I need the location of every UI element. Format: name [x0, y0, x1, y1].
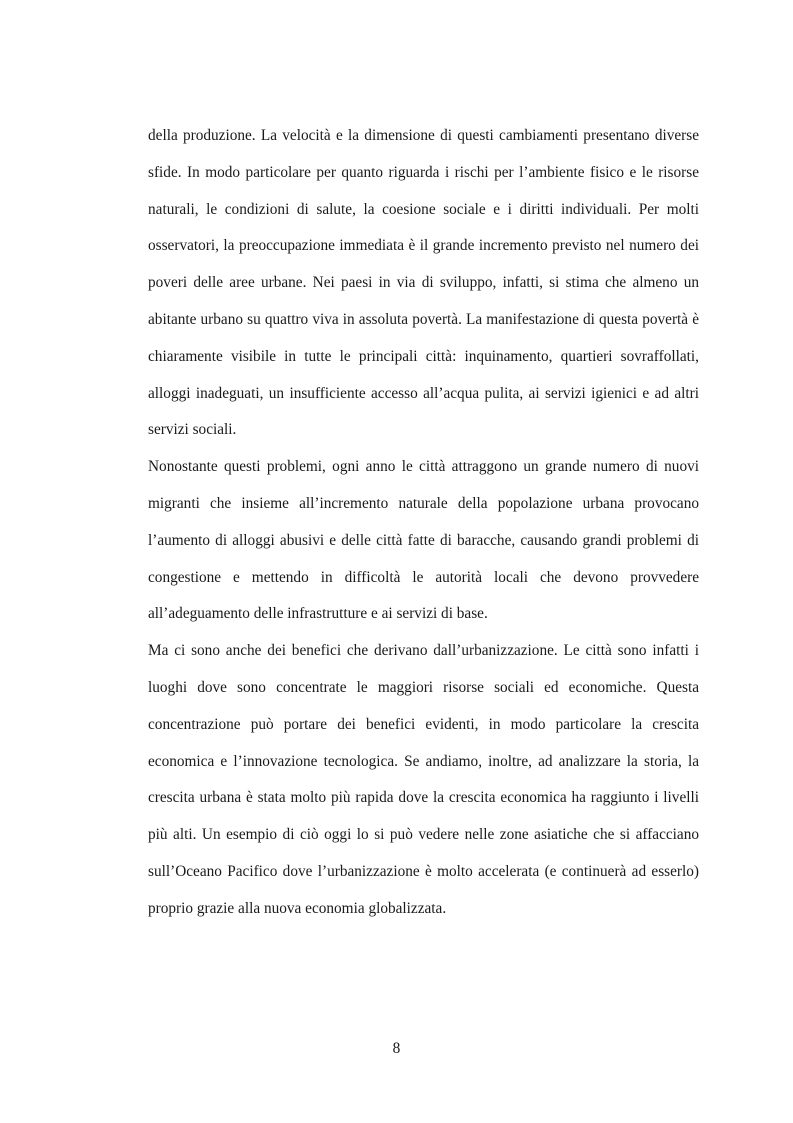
paragraph-2: Nonostante questi problemi, ogni anno le città attraggono un grande numero di nuovi migranti che insieme all’incremento naturale della popolazione urbana provocano l’aumento di alloggi abusivi e delle città fatte di baracche, causando grandi problemi di congestione e mettendo in difficoltà le autorità locali che devono provvedere all’adeguamento delle infrastrutture e ai servizi di base.	[148, 458, 699, 623]
page-number: 8	[392, 1040, 401, 1057]
paragraph-3: Ma ci sono anche dei benefici che derivano dall’urbanizzazione. Le città sono infatti i luoghi dove sono concentrate le maggiori risorse sociali ed economiche. Questa concentrazione può portare dei benefici evidenti, in modo particolare la crescita economica e l’innovazione tecnologica. Se andiamo, inoltre, ad analizzare la storia, la crescita urbana è stata molto più rapida dove la crescita economica ha raggiunto i livelli più alti. Un esempio di ciò oggi lo si può vedere nelle zone asiatiche che si affacciano sull’Oceano Pacifico dove l’urbanizzazione è molto accelerata (e continuerà ad esserlo) proprio grazie alla nuova economia globalizzata.	[148, 642, 699, 917]
body-text	[148, 118, 699, 928]
paragraph-1: della produzione. La velocità e la dimensione di questi cambiamenti presentano diverse sfide. In modo particolare per quanto riguarda i rischi per l’ambiente fisico e le risorse naturali, le condizioni di salute, la coesione sociale e i diritti individuali. Per molti osservatori, la preoccupazione immediata è il grande incremento previsto nel numero dei poveri delle aree urbane. Nei paesi in via di sviluppo, infatti, si stima che almeno un abitante urbano su quattro viva in assoluta povertà. La manifestazione di questa povertà è chiaramente visibile in tutte le principali città: inquinamento, quartieri sovraffollati, alloggi inadeguati, un insufficiente accesso all’acqua pulita, ai servizi igienici e ad altri servizi sociali.	[148, 127, 699, 439]
